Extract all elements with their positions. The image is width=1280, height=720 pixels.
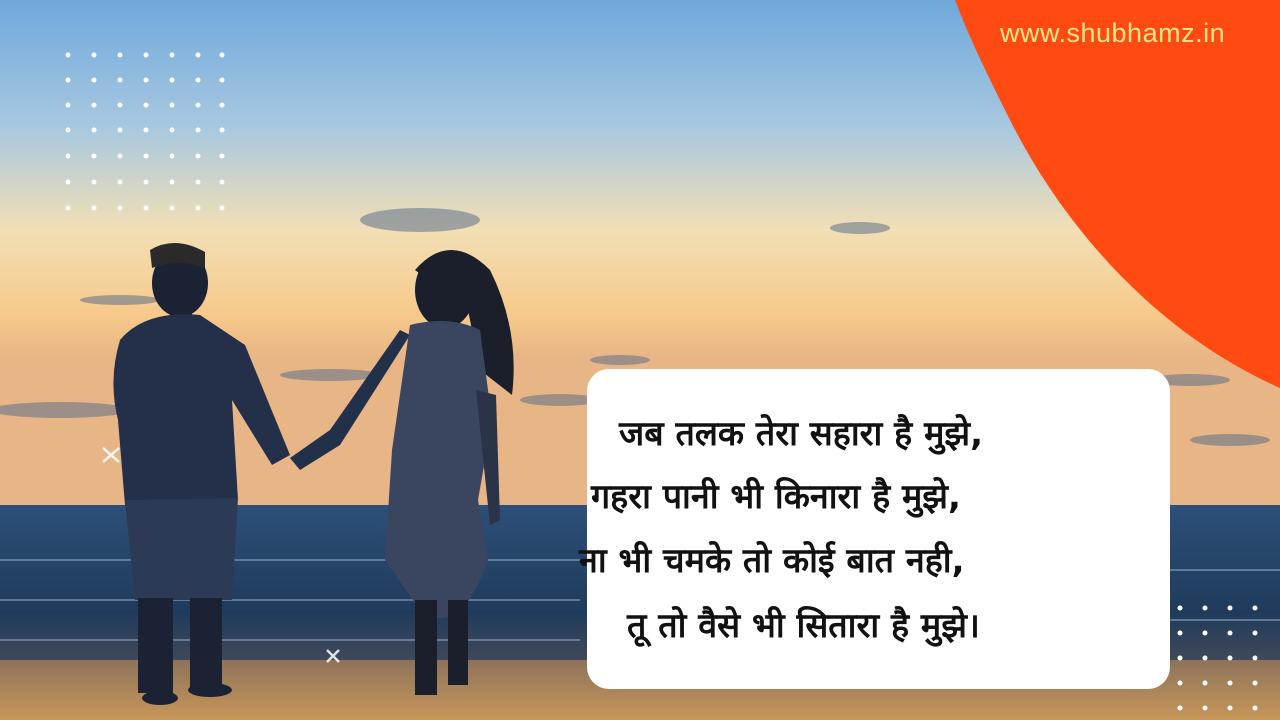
quote-card <box>579 369 1170 689</box>
quote-line-2: गहरा पानी भी किनारा है मुझे, <box>591 477 961 517</box>
quote-line-3: ना भी चमके तो कोई बात नही, <box>579 541 965 581</box>
website-url: www.shubhamz.in <box>1000 18 1226 48</box>
quote-line-4: तू तो वैसे भी सितारा है मुझे। <box>627 606 980 646</box>
quote-line-1: जब तलक तेरा सहारा है मुझे, <box>619 414 984 454</box>
